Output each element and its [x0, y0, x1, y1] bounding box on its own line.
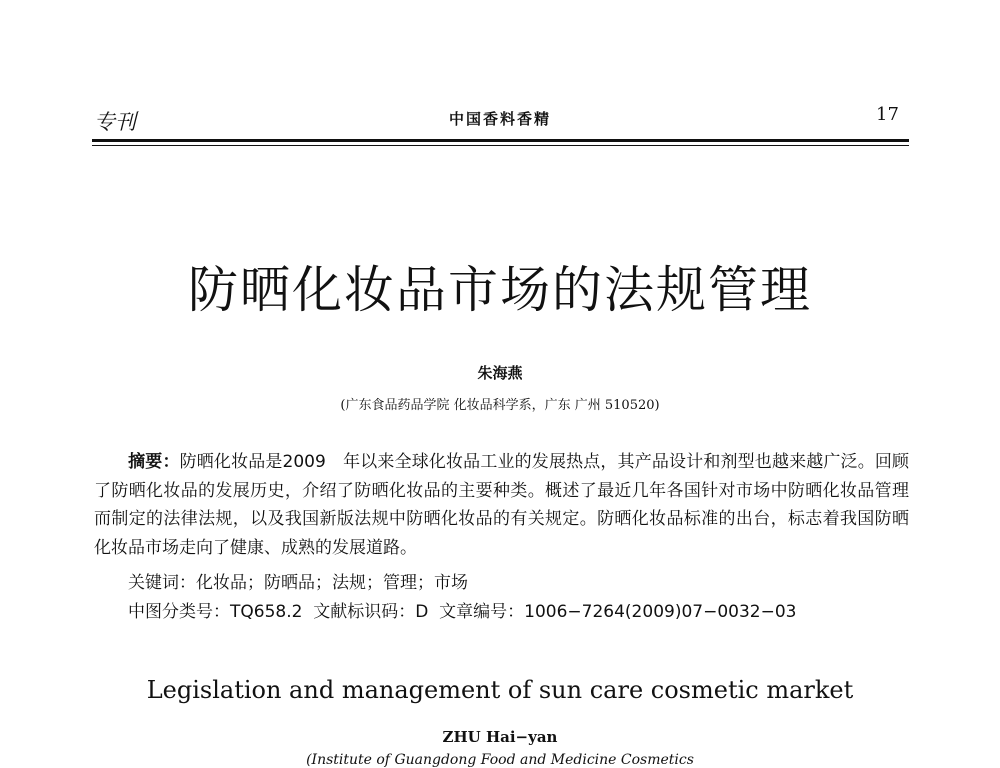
doc-code: D — [415, 602, 429, 622]
abstract-label: 摘要： — [128, 452, 180, 472]
classification-label: 中图分类号： — [128, 602, 230, 622]
english-author: ZHU Hai−yan — [442, 728, 558, 746]
keywords-label: 关键词： — [128, 573, 196, 593]
page-number: 17 — [876, 104, 899, 125]
abstract-text: 防晒化妆品是2009 年以来全球化妆品工业的发展热点，其产品设计和剂型也越来越广泛。回顾了防晒化妆品的发展历史，介绍了防晒化妆品的主要种类。概述了最近几年各国针对市场中防晒化妆品管理而制定的法律法规，以及我国新版法规中防晒化妆品的有关规定。防晒化妆品标准的出台，标志着我国防晒化妆品市场走向了健康、成熟的发展道路。 — [94, 452, 910, 558]
article-no: 1006−7264(2009)07−0032−03 — [524, 602, 797, 622]
classification: TQ658.2 — [230, 602, 303, 622]
journal-name: 中国香料香精 — [448, 110, 551, 128]
doc-code-label: 文献标识码： — [313, 602, 416, 622]
english-affiliation: (Institute of Guangdong Food and Medicine Cosmetics — [306, 752, 694, 768]
author-affiliation: (广东食品药品学院 化妆品科学系，广东 广州 510520) — [340, 398, 660, 413]
article-title: 防晒化妆品市场的法规管理 — [188, 261, 812, 319]
english-title: Legislation and management of sun care cosmetic market — [146, 676, 854, 704]
keywords-line — [128, 568, 468, 593]
abstract — [94, 448, 909, 562]
keywords: 化妆品；防晒品；法规；管理；市场 — [196, 573, 468, 593]
header-rule-thick — [92, 139, 909, 142]
article-no-label: 文章编号： — [439, 602, 525, 622]
header-rule-thin — [92, 145, 909, 146]
author-name: 朱海燕 — [477, 364, 523, 382]
section-label: 专刊 — [94, 110, 136, 134]
classification-line — [128, 597, 796, 622]
